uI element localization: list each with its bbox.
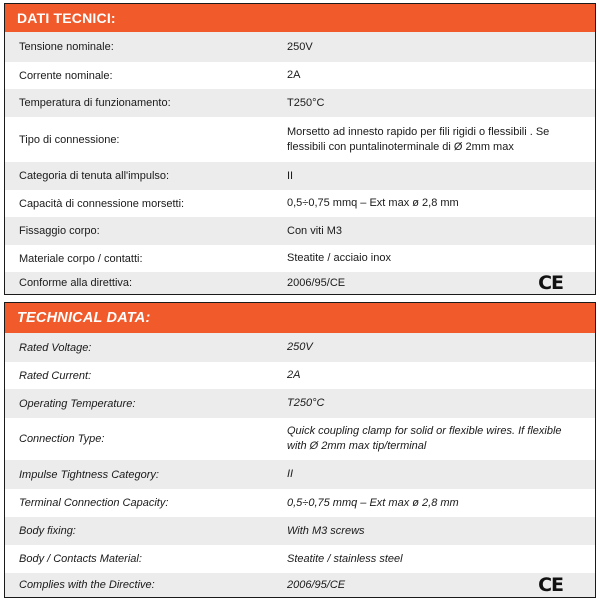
row-value: 250V — [287, 40, 313, 53]
row-label: Terminal Connection Capacity: — [19, 497, 169, 509]
table-row — [5, 32, 595, 62]
row-label: Body / Contacts Material: — [19, 553, 142, 565]
row-value: 250V — [287, 341, 313, 353]
english-header — [5, 303, 595, 333]
row-label: Categoria di tenuta all'impulso: — [19, 170, 170, 182]
table-row — [5, 489, 595, 517]
row-value: 0,5÷0,75 mmq – Ext max ø 2,8 mm — [287, 197, 459, 209]
table-row — [5, 272, 595, 294]
table-row — [5, 362, 595, 389]
table-row — [5, 190, 595, 217]
row-label: Rated Current: — [19, 369, 92, 382]
row-label: Impulse Tightness Category: — [19, 468, 159, 481]
row-value: Con viti M3 — [287, 224, 343, 237]
row-label: Tipo di connessione: — [19, 133, 120, 146]
row-label: Rated Voltage: — [19, 341, 92, 354]
row-value: 2A — [287, 69, 301, 81]
row-label: Connection Type: — [19, 433, 105, 445]
italian-header — [5, 4, 595, 32]
table-row — [5, 333, 595, 362]
italian-section — [4, 3, 596, 295]
row-value: II — [287, 468, 294, 480]
row-label: Corrente nominale: — [19, 69, 113, 82]
row-value: With M3 screws — [287, 524, 365, 537]
italian-title: DATI TECNICI: — [17, 10, 116, 26]
row-value: 2006/95/CE — [287, 276, 346, 289]
row-label: Fissaggio corpo: — [19, 225, 100, 237]
row-value: 2A — [287, 369, 301, 381]
table-row — [5, 117, 595, 162]
table-row — [5, 418, 595, 460]
table-row — [5, 573, 595, 597]
row-value: 0,5÷0,75 mmq – Ext max ø 2,8 mm — [287, 496, 459, 509]
table-row — [5, 545, 595, 573]
table-row — [5, 460, 595, 489]
table-row — [5, 162, 595, 190]
row-label: Operating Temperature: — [19, 397, 136, 410]
row-label: Capacità di connessione morsetti: — [19, 197, 185, 210]
row-label: Body fixing: — [19, 525, 76, 537]
table-row — [5, 217, 595, 245]
row-value: T250°C — [287, 397, 325, 409]
table-row — [5, 62, 595, 89]
row-value: T250°C — [287, 96, 325, 109]
row-label: Temperatura di funzionamento: — [19, 97, 171, 109]
ce-mark-icon: CE — [538, 574, 563, 596]
english-section — [4, 302, 596, 598]
row-label: Tensione nominale: — [19, 41, 114, 53]
table-row — [5, 245, 595, 272]
row-value: Quick coupling clamp for solid or flexible wires. If flexible with Ø 2mm max tip/terminal — [287, 425, 562, 452]
row-label: Complies with the Directive: — [19, 579, 155, 591]
row-value: Morsetto ad innesto rapido per fili rigidi o flessibili . Se flessibili con puntalinoterminale di Ø 2mm max — [287, 125, 550, 153]
table-row — [5, 89, 595, 117]
row-value: II — [287, 169, 294, 182]
english-title: TECHNICAL DATA: — [17, 310, 151, 326]
table-row — [5, 389, 595, 418]
row-label: Conforme alla direttiva: — [19, 277, 133, 289]
table-row — [5, 517, 595, 545]
row-label: Materiale corpo / contatti: — [19, 252, 143, 265]
row-value: Steatite / stainless steel — [287, 552, 403, 565]
row-value: Steatite / acciaio inox — [287, 252, 391, 264]
ce-mark-icon: CE — [538, 272, 563, 294]
row-value: 2006/95/CE — [287, 578, 346, 591]
